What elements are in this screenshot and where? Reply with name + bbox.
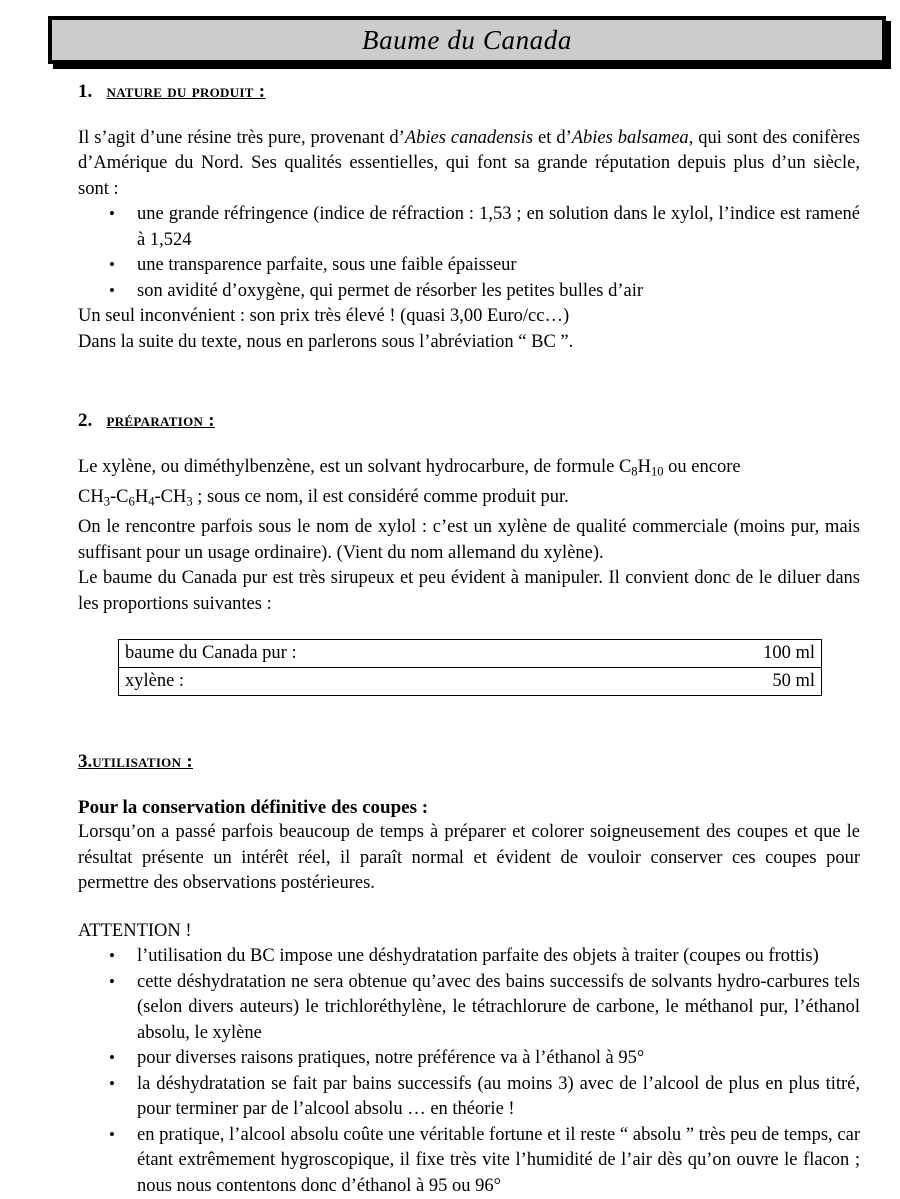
list-item: • l’utilisation du BC impose une déshydratation parfaite des objets à traiter (coupes ou frottis) [78,944,860,970]
page-title: Baume du Canada [362,24,572,55]
species-name-abies-balsamea: Abies balsamea [571,127,689,148]
section-2-dilution-paragraph: Le baume du Canada pur est très sirupeux et peu évident à manipuler. Il convient donc de le diluer dans les proportions suivantes : [78,568,860,614]
table-cell-amount: 100 ml [470,640,822,668]
chemical-formula-ch3c6h4ch3: $CH_3-C_6H_4-CH_3$ [78,487,193,509]
section-1-note-price: Un seul inconvénient : son prix très élevé ! (quasi 3,00 Euro/cc…) [78,306,570,327]
section-1-note-abbreviation: Dans la suite du texte, nous en parlerons sous l’abréviation “ BC ”. [78,331,574,352]
xylene-text-lead: Le xylène, ou diméthylbenzène, est un solvant hydrocarbure, de formule [78,457,619,477]
dilution-proportions-table [118,639,822,696]
section-3-title: utilisation : [92,751,193,773]
xylene-text-mid: ou encore [663,457,741,477]
section-1-heading [78,80,860,104]
list-item: • une grande réfringence (indice de réfraction : 1,53 ; en solution dans le xylol, l’indice est ramené à 1,524 [78,202,860,253]
section-3-heading [78,750,860,774]
section-2-title: préparation : [106,410,215,432]
list-item: • une transparence parfaite, sous une faible épaisseur [78,253,860,279]
table-cell-amount: 50 ml [470,668,822,696]
section-3-number: 3. [78,751,93,773]
list-item: • en pratique, l’alcool absolu coûte une véritable fortune et il reste “ absolu ” très peu de temps, car étant extrêmement hygroscopique, il fixe très vite l’humidité de l’air dès qu’on ouvre le flacon ; nous nous contentons donc d’éthanol à 95 ou 96° [78,1123,860,1199]
section-1-intro-paragraph: Il s’agit d’une résine très pure, provenant d’Abies canadensis et d’Abies balsamea, qui sont des conifères d’Amérique du Nord. Ses qualités essentielles, qui font sa grande réputation depuis plus d’un siècle, sont : [78,127,860,199]
section-1-title: nature du produit : [106,81,266,102]
section-3-sub-heading: Pour la conservation définitive des coupes : [78,796,429,818]
table-row [119,668,822,696]
section-1-bullet-list [78,202,860,304]
list-item: • pour diverses raisons pratiques, notre préférence va à l’éthanol à 95° [78,1046,860,1072]
list-item: • la déshydratation se fait par bains successifs (au moins 3) avec de l’alcool de plus en plus titré, pour terminer par de l’alcool absolu … en théorie ! [78,1072,860,1123]
section-2-number: 2. [78,410,93,432]
chemical-formula-c8h10: $C_8H_{10}$ [618,457,664,479]
section-1-number: 1. [78,81,93,102]
document-title-banner [48,16,886,66]
section-2-xylol-paragraph: On le rencontre parfois sous le nom de xylol : c’est un xylène de qualité commerciale (moins pur, mais suffisant pour un usage ordinaire). (Vient du nom allemand du xylène). [78,517,860,563]
xylene-text-tail: ; sous ce nom, il est considéré comme produit pur. [192,487,569,508]
list-item: • son avidité d’oxygène, qui permet de résorber les petites bulles d’air [78,279,860,305]
section-2-xylene-paragraph [78,455,860,515]
section-preparation [78,409,860,696]
section-3-intro-paragraph: Lorsqu’on a passé parfois beaucoup de temps à préparer et colorer soigneusement des coupes et que le résultat présente un intérêt réel, il paraît normal et évident de vouloir conserver ces coupes pour permettre des observations postérieures. [78,822,860,894]
section-utilisation [78,750,860,1199]
section-nature-du-produit [78,80,860,355]
attention-notice: ATTENTION ! [78,920,192,941]
table-row [119,640,822,668]
section-2-heading [78,409,860,433]
title-banner-box [48,16,886,64]
document-body [0,80,900,1199]
species-name-abies-canadensis: Abies canadensis [404,127,534,148]
table-cell-label: baume du Canada pur : [119,640,471,668]
section-3-bullet-list [78,944,860,1199]
list-item: • cette déshydratation ne sera obtenue qu’avec des bains successifs de solvants hydro-carbures tels (selon divers auteurs) le trichloréthylène, le tétrachlorure de carbone, le méthanol pur, l’éthanol absolu, le xylène [78,970,860,1047]
table-cell-label: xylène : [119,668,471,696]
